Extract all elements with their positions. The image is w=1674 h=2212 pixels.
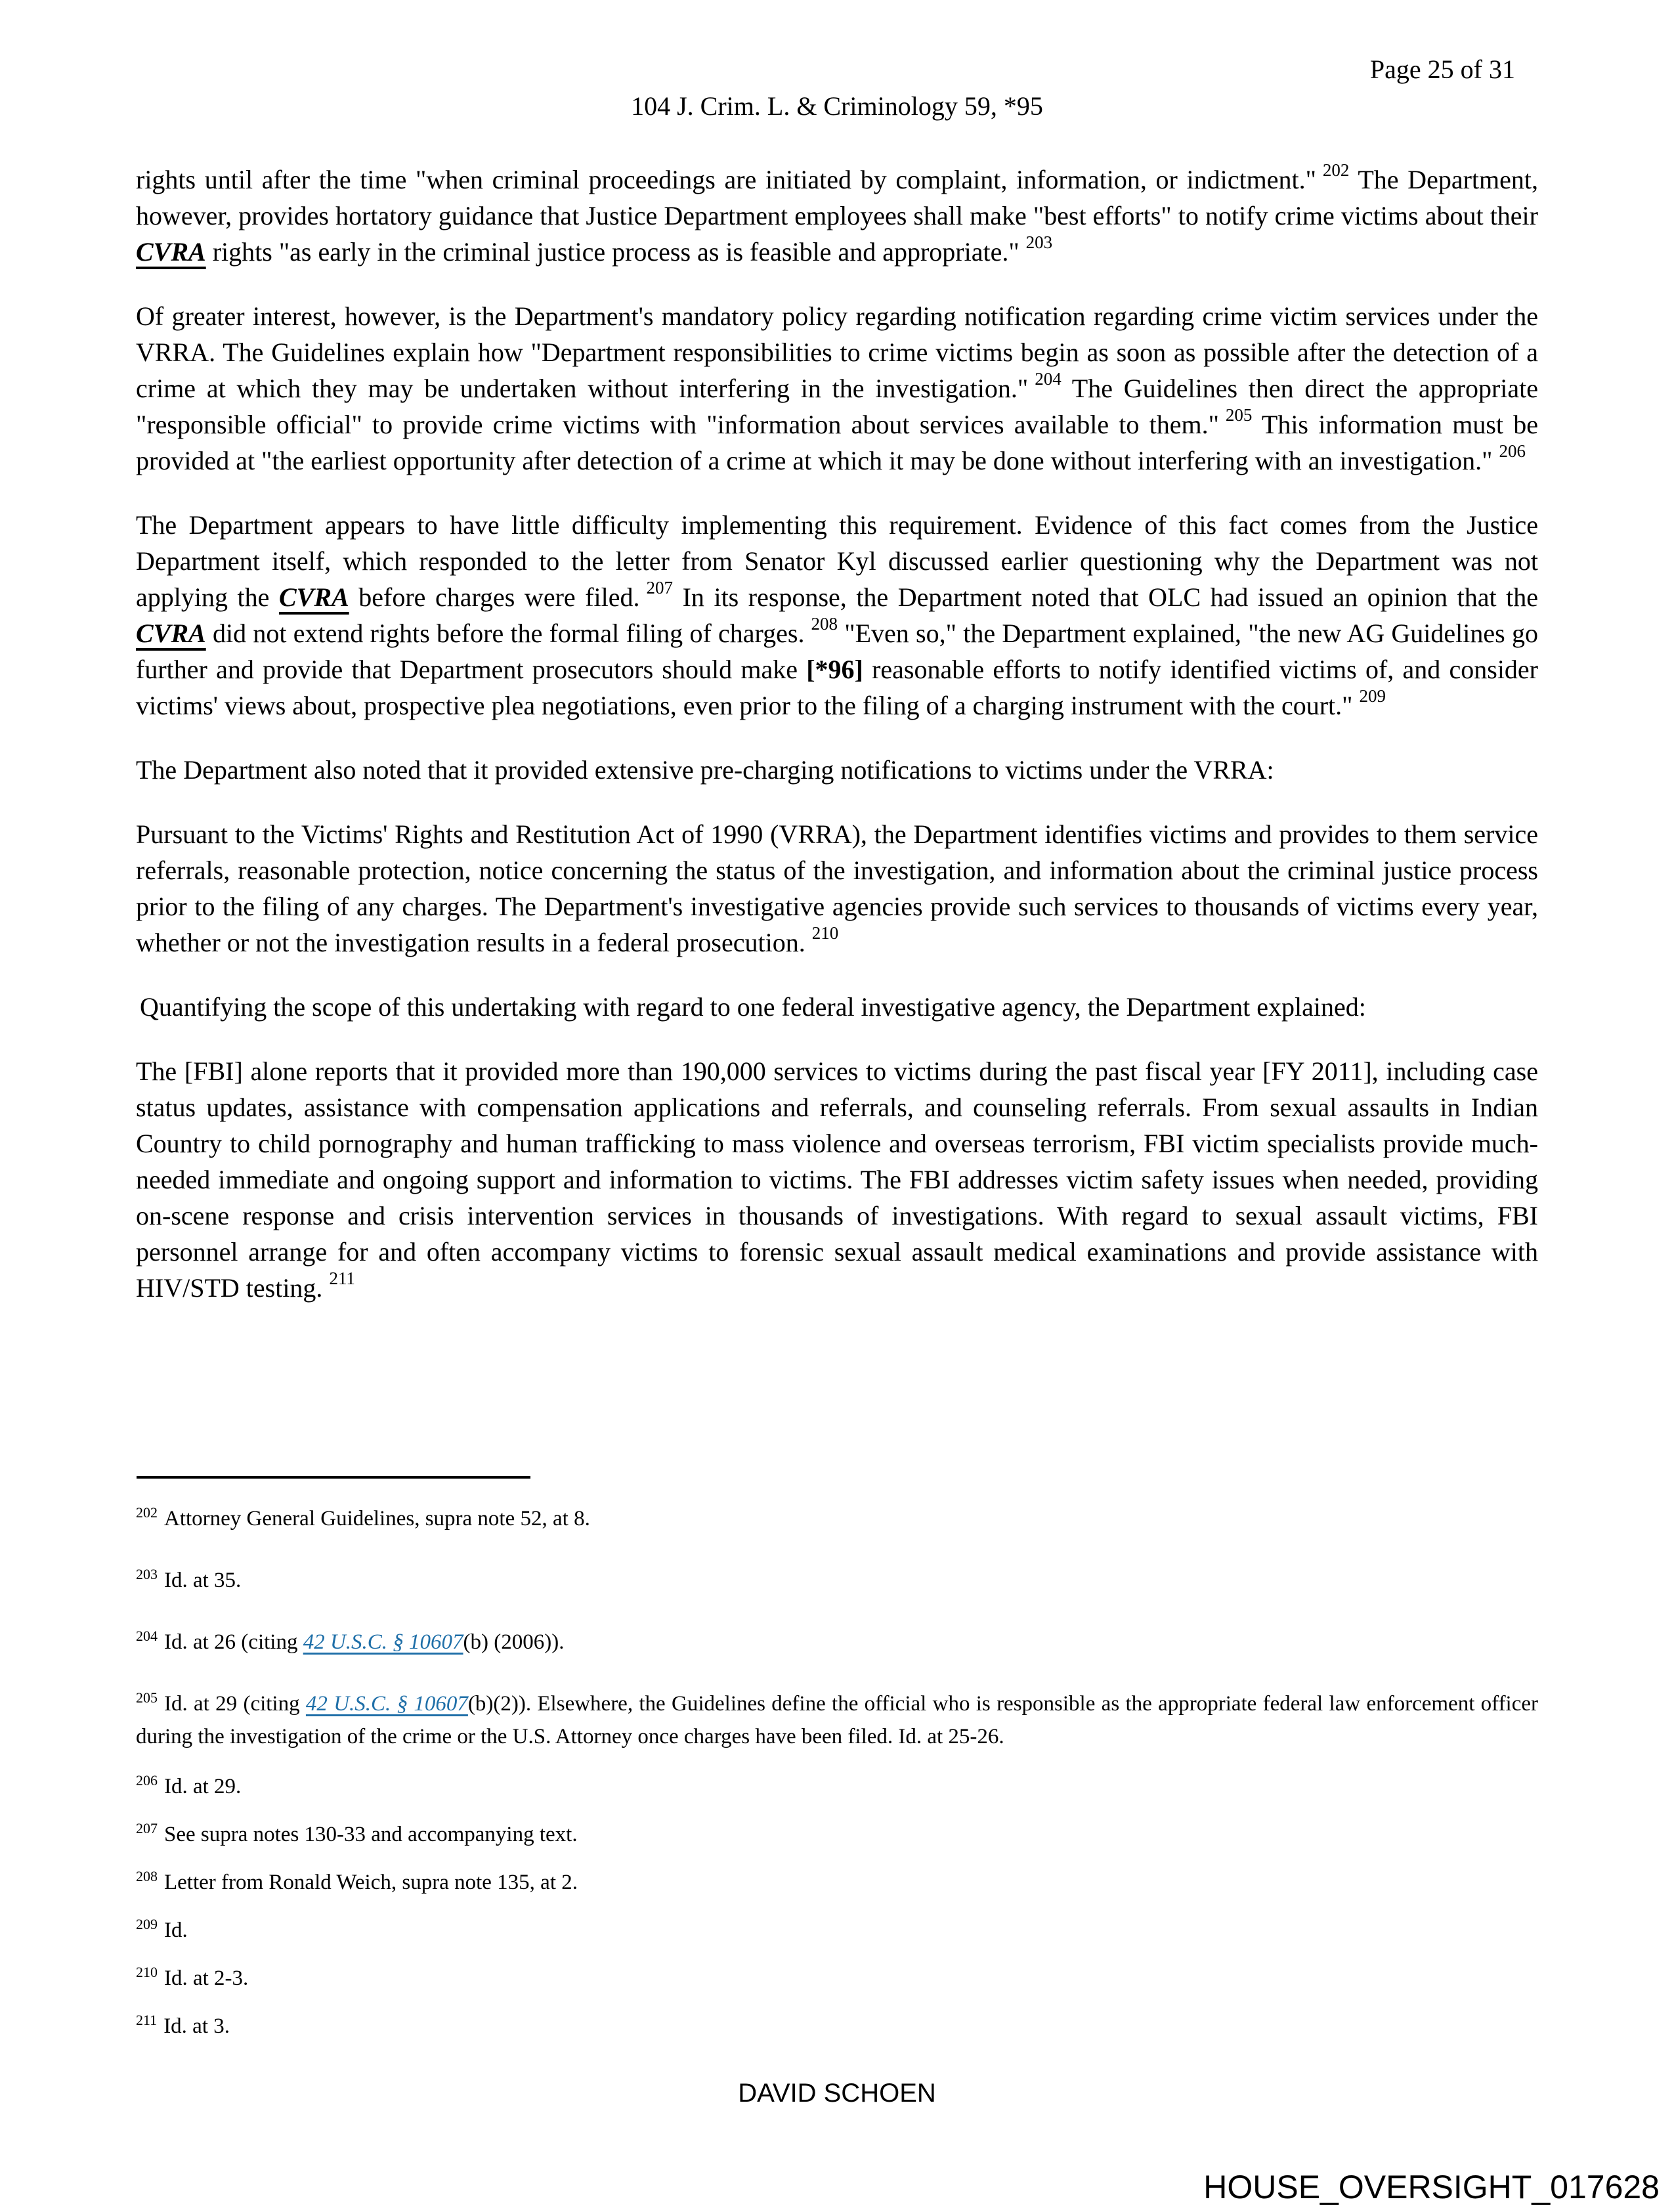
footnote-ref-207[interactable]: 207 [646, 578, 674, 597]
footnote-number: 211 [136, 2012, 158, 2028]
footnote-text: See supra notes 130-33 and accompanying text. [164, 1823, 578, 1846]
text: before charges were filed. [349, 582, 640, 612]
footnote-number: 209 [136, 1916, 158, 1932]
footnote-211 [136, 2010, 1538, 2043]
text: The [FBI] alone reports that it provided more than 190,000 services to victims during the past fiscal year [FY 2011], including case status updates, assistance with compensation applications and referrals, and counseling referrals. From sexual assaults in Indian Country to child pornography and human trafficking to mass violence and overseas terrorism, FBI victim specialists provide much-needed immediate and ongoing support and information to victims. The FBI addresses victim safety issues when needed, providing on-scene response and crisis intervention services in thousands of investigations. With regard to sexual assault victims, FBI personnel arrange for and often accompany victims to forensic sexual assault medical examinations and provide assistance with HIV/STD testing. [136, 1056, 1538, 1303]
footnote-text: Id. [164, 1919, 188, 1942]
footnote-203 [136, 1564, 1538, 1597]
page-indicator: Page 25 of 31 [1369, 54, 1515, 84]
paragraph-2 [136, 298, 1538, 479]
footnote-ref-211[interactable]: 211 [329, 1269, 355, 1288]
footnote-number: 205 [136, 1689, 158, 1706]
footnote-number: 203 [136, 1566, 158, 1582]
bates-number: HOUSE_OVERSIGHT_017628 [1203, 2169, 1660, 2205]
footnote-text: Id. at 2-3. [164, 1966, 249, 1990]
text: The Department, however, provides hortatory guidance that Justice Department employees shall make "best efforts" to notify crime victims about their [136, 165, 1538, 230]
text: rights until after the time "when criminal proceedings are initiated by complaint, information, or indictment." [136, 165, 1316, 194]
footnote-number: 206 [136, 1772, 158, 1789]
article-body [136, 162, 1538, 1334]
footnote-210 [136, 1962, 1538, 1995]
footnote-ref-205[interactable]: 205 [1225, 405, 1253, 425]
paragraph-6: Quantifying the scope of this undertaking with regard to one federal investigative agency, the Department explained: [140, 992, 1366, 1022]
production-stamp: DAVID SCHOEN [738, 2079, 936, 2108]
block-quote-1 [136, 816, 1538, 961]
statute-link[interactable]: 42 U.S.C. § 10607 [305, 1692, 468, 1716]
text: Pursuant to the Victims' Rights and Restitution Act of 1990 (VRRA), the Department identifies victims and provides to them service referrals, reasonable protection, notice concerning the status of the investigation, and information about the criminal justice process prior to the filing of any charges. The Department's investigative agencies provide such services to thousands of victims every year, whether or not the investigation results in a federal prosecution. [136, 819, 1538, 957]
footnote-number: 202 [136, 1504, 158, 1521]
footnote-number: 210 [136, 1964, 158, 1980]
footnote-ref-203[interactable]: 203 [1025, 232, 1053, 252]
running-head-citation: 104 J. Crim. L. & Criminology 59, *95 [631, 91, 1043, 121]
footnote-text: Id. at 29 (citing [164, 1692, 306, 1716]
footnote-ref-208[interactable]: 208 [811, 614, 838, 634]
text: "Even so," the Department explained, "the new AG Guidelines go further and provide that Department prosecutors should make [136, 618, 1538, 684]
text: rights "as early in the criminal justice process as is feasible and appropriate." [205, 237, 1019, 267]
footnotes [136, 1502, 1538, 2058]
cvra-term-link[interactable]: CVRA [136, 618, 206, 648]
footnote-text: (b)(2)). Elsewhere, the Guidelines define the official who is responsible as the appropriate federal law enforcement officer during the investigation of the crime or the U.S. Attorney once charges have been filed. Id. at 25-26. [136, 1692, 1539, 1748]
footnote-ref-202[interactable]: 202 [1322, 160, 1350, 180]
footnote-text: (b) (2006)). [463, 1630, 565, 1654]
footnote-206 [136, 1770, 1538, 1803]
text: The Guidelines then direct the appropriate "responsible official" to provide crime victims with "information about services available to them." [136, 374, 1539, 439]
footnote-text: Id. at 29. [164, 1775, 242, 1798]
statute-link[interactable]: 42 U.S.C. § 10607 [303, 1630, 463, 1654]
footnote-204 [136, 1626, 1538, 1659]
text: This information must be provided at "the earliest opportunity after detection of a crime at which it may be done without interfering with an investigation." [136, 410, 1538, 475]
star-page-marker: [*96] [806, 655, 863, 684]
footnote-text: Letter from Ronald Weich, supra note 135, at 2. [164, 1871, 578, 1894]
footnote-number: 207 [136, 1820, 158, 1836]
footnote-205 [136, 1687, 1538, 1753]
text: In its response, the Department noted that OLC had issued an opinion that the [673, 582, 1538, 612]
footnote-ref-209[interactable]: 209 [1359, 686, 1386, 706]
paragraph-4: The Department also noted that it provided extensive pre-charging notifications to victims under the VRRA: [136, 755, 1274, 785]
footnote-208 [136, 1866, 1538, 1899]
text: reasonable efforts to notify identified victims of, and consider victims' views about, prospective plea negotiations, even prior to the filing of a charging instrument with the court." [136, 655, 1539, 720]
footnote-ref-206[interactable]: 206 [1499, 441, 1526, 461]
footnote-text: Id. at 26 (citing [164, 1630, 303, 1654]
footnote-202 [136, 1502, 1538, 1535]
text: Of greater interest, however, is the Department's mandatory policy regarding notification regarding crime victim services under the VRRA. The Guidelines explain how "Department responsibilities to crime victims begin as soon as possible after the detection of a crime at which they may be undertaken without interfering in the investigation." [136, 301, 1538, 403]
footnote-separator [137, 1476, 530, 1479]
footnote-ref-204[interactable]: 204 [1035, 369, 1062, 389]
footnote-number: 204 [136, 1628, 158, 1644]
footnote-ref-210[interactable]: 210 [811, 923, 839, 943]
cvra-term-link[interactable]: CVRA [136, 237, 206, 267]
block-quote-2 [136, 1053, 1538, 1306]
text: The Department appears to have little difficulty implementing this requirement. Evidence of this fact comes from the Justice Department itself, which responded to the letter from Senator Kyl discussed earlier questioning why the Department was not applying the [136, 510, 1538, 612]
footnote-text: Id. at 35. [164, 1569, 242, 1592]
footnote-text: Attorney General Guidelines, supra note 52, at 8. [164, 1507, 590, 1530]
footnote-text: Id. at 3. [163, 2014, 230, 2038]
footnote-209 [136, 1914, 1538, 1947]
cvra-term-link[interactable]: CVRA [278, 582, 349, 612]
footnote-number: 208 [136, 1868, 158, 1884]
text: did not extend rights before the formal filing of charges. [205, 618, 805, 648]
footnote-207 [136, 1818, 1538, 1851]
paragraph-3 [136, 507, 1538, 724]
paragraph-1 [136, 162, 1538, 270]
